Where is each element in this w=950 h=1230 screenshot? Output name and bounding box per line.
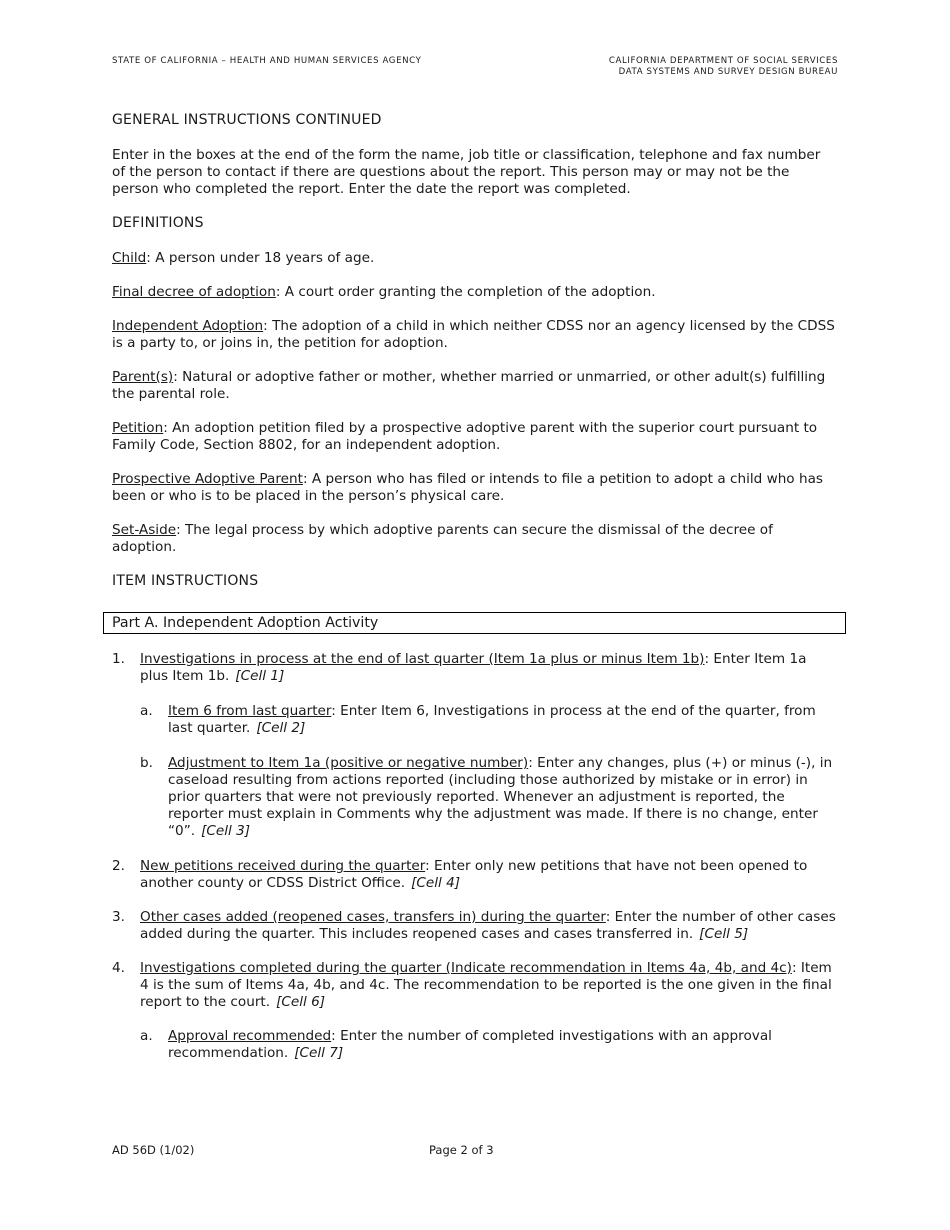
item-number: 2. [112, 858, 125, 874]
item-instructions-heading: ITEM INSTRUCTIONS [112, 573, 259, 589]
cell-reference: [Cell 7] [294, 1045, 344, 1061]
item-number: 3. [112, 909, 125, 925]
bureau-name: DATA SYSTEMS AND SURVEY DESIGN BUREAU [618, 67, 838, 77]
definition-text: : The legal process by which adoptive parents can secure the dismissal of the decree of adoption. [112, 522, 773, 555]
instructions-body [112, 112, 836, 590]
definition-prospective-adoptive-parent [112, 471, 836, 505]
definition-text: : A court order granting the completion of the adoption. [275, 284, 656, 300]
part-a-title: Part A. Independent Adoption Activity [112, 615, 379, 631]
cell-reference: [Cell 6] [276, 994, 326, 1010]
definition-text: : A person under 18 years of age. [146, 250, 375, 266]
general-instructions-heading: GENERAL INSTRUCTIONS CONTINUED [112, 112, 382, 128]
definition-term: Child [112, 250, 147, 266]
item-1 [112, 651, 836, 685]
definition-child [112, 250, 836, 267]
definition-independent-adoption [112, 318, 836, 352]
item-number: 1. [112, 651, 125, 667]
cell-reference: [Cell 3] [201, 823, 251, 839]
part-a-box [103, 612, 846, 634]
definition-term: Final decree of adoption [112, 284, 276, 300]
item-title: Investigations completed during the quarter (Indicate recommendation in Items 4a, 4b, and 4c) [140, 960, 792, 976]
item-text: : Enter the number of completed investigations with an approval recommendation. [168, 1028, 772, 1061]
item-title: New petitions received during the quarter [140, 858, 426, 874]
item-list [112, 651, 836, 1062]
cell-reference: [Cell 2] [256, 720, 306, 736]
definition-set-aside [112, 522, 836, 556]
definition-text: : A person who has filed or intends to file a petition to adopt a child who has been or who is to be placed in the person’s physical care. [112, 471, 823, 504]
definition-petition [112, 420, 836, 454]
item-4 [112, 960, 836, 1011]
item-1a [112, 703, 836, 737]
item-title: Adjustment to Item 1a (positive or negative number) [168, 755, 529, 771]
department-header [609, 56, 838, 78]
department-name: CALIFORNIA DEPARTMENT OF SOCIAL SERVICES [608, 56, 838, 66]
item-text: : Enter any changes, plus (+) or minus (-), in caseload resulting from actions reported (including those authorized by mistake or in error) in prior quarters that were not previously reported. Whenever an adjustment is reported, the reporter must explain in Comments why the adjustment was made. If there is no change, enter “0”. [168, 755, 833, 839]
item-title: Item 6 from last quarter [168, 703, 332, 719]
definition-term: Independent Adoption [112, 318, 264, 334]
item-text: : Enter only new petitions that have not been opened to another county or CDSS District Office. [140, 858, 808, 891]
item-letter: b. [140, 755, 153, 771]
definition-term: Prospective Adoptive Parent [112, 471, 303, 487]
item-3 [112, 909, 836, 943]
definition-final-decree [112, 284, 836, 301]
page-number: Page 2 of 3 [429, 1143, 494, 1157]
cell-reference: [Cell 1] [235, 668, 285, 684]
definition-text: : Natural or adoptive father or mother, whether married or unmarried, or other adult(s) fulfilling the parental role. [112, 369, 826, 402]
general-instructions-text: Enter in the boxes at the end of the form the name, job title or classification, telephone and fax number of the person to contact if there are questions about the report. This person may or may not be the person who completed the report. Enter the date the report was completed. [112, 147, 821, 197]
definition-text: : An adoption petition filed by a prospective adoptive parent with the superior court pursuant to Family Code, Section 8802, for an independent adoption. [112, 420, 818, 453]
cell-reference: [Cell 5] [699, 926, 749, 942]
form-number: AD 56D (1/02) [112, 1143, 195, 1157]
definition-term: Set-Aside [112, 522, 177, 538]
agency-header: STATE OF CALIFORNIA – HEALTH AND HUMAN SERVICES AGENCY [112, 56, 422, 66]
item-text: : Enter Item 1a plus Item 1b. [140, 651, 807, 684]
definition-parents [112, 369, 836, 403]
item-4a [112, 1028, 836, 1062]
cell-reference: [Cell 4] [411, 875, 461, 891]
item-letter: a. [140, 703, 153, 719]
item-number: 4. [112, 960, 125, 976]
item-text: : Enter Item 6, Investigations in process at the end of the quarter, from last quarter. [168, 703, 816, 736]
item-text: : Item 4 is the sum of Items 4a, 4b, and 4c. The recommendation to be reported is the one given in the final report to the court. [140, 960, 832, 1010]
definitions-heading: DEFINITIONS [112, 215, 204, 231]
item-title: Other cases added (reopened cases, transfers in) during the quarter [140, 909, 606, 925]
item-2 [112, 858, 836, 892]
definition-term: Petition [112, 420, 164, 436]
item-1b [112, 755, 836, 840]
item-letter: a. [140, 1028, 153, 1044]
item-text: : Enter the number of other cases added during the quarter. This includes reopened cases and cases transferred in. [140, 909, 836, 942]
item-title: Approval recommended [168, 1028, 332, 1044]
definition-text: : The adoption of a child in which neither CDSS nor an agency licensed by the CDSS is a party to, or joins in, the petition for adoption. [112, 318, 835, 351]
definition-term: Parent(s) [112, 369, 174, 385]
item-title: Investigations in process at the end of last quarter (Item 1a plus or minus Item 1b) [140, 651, 705, 667]
